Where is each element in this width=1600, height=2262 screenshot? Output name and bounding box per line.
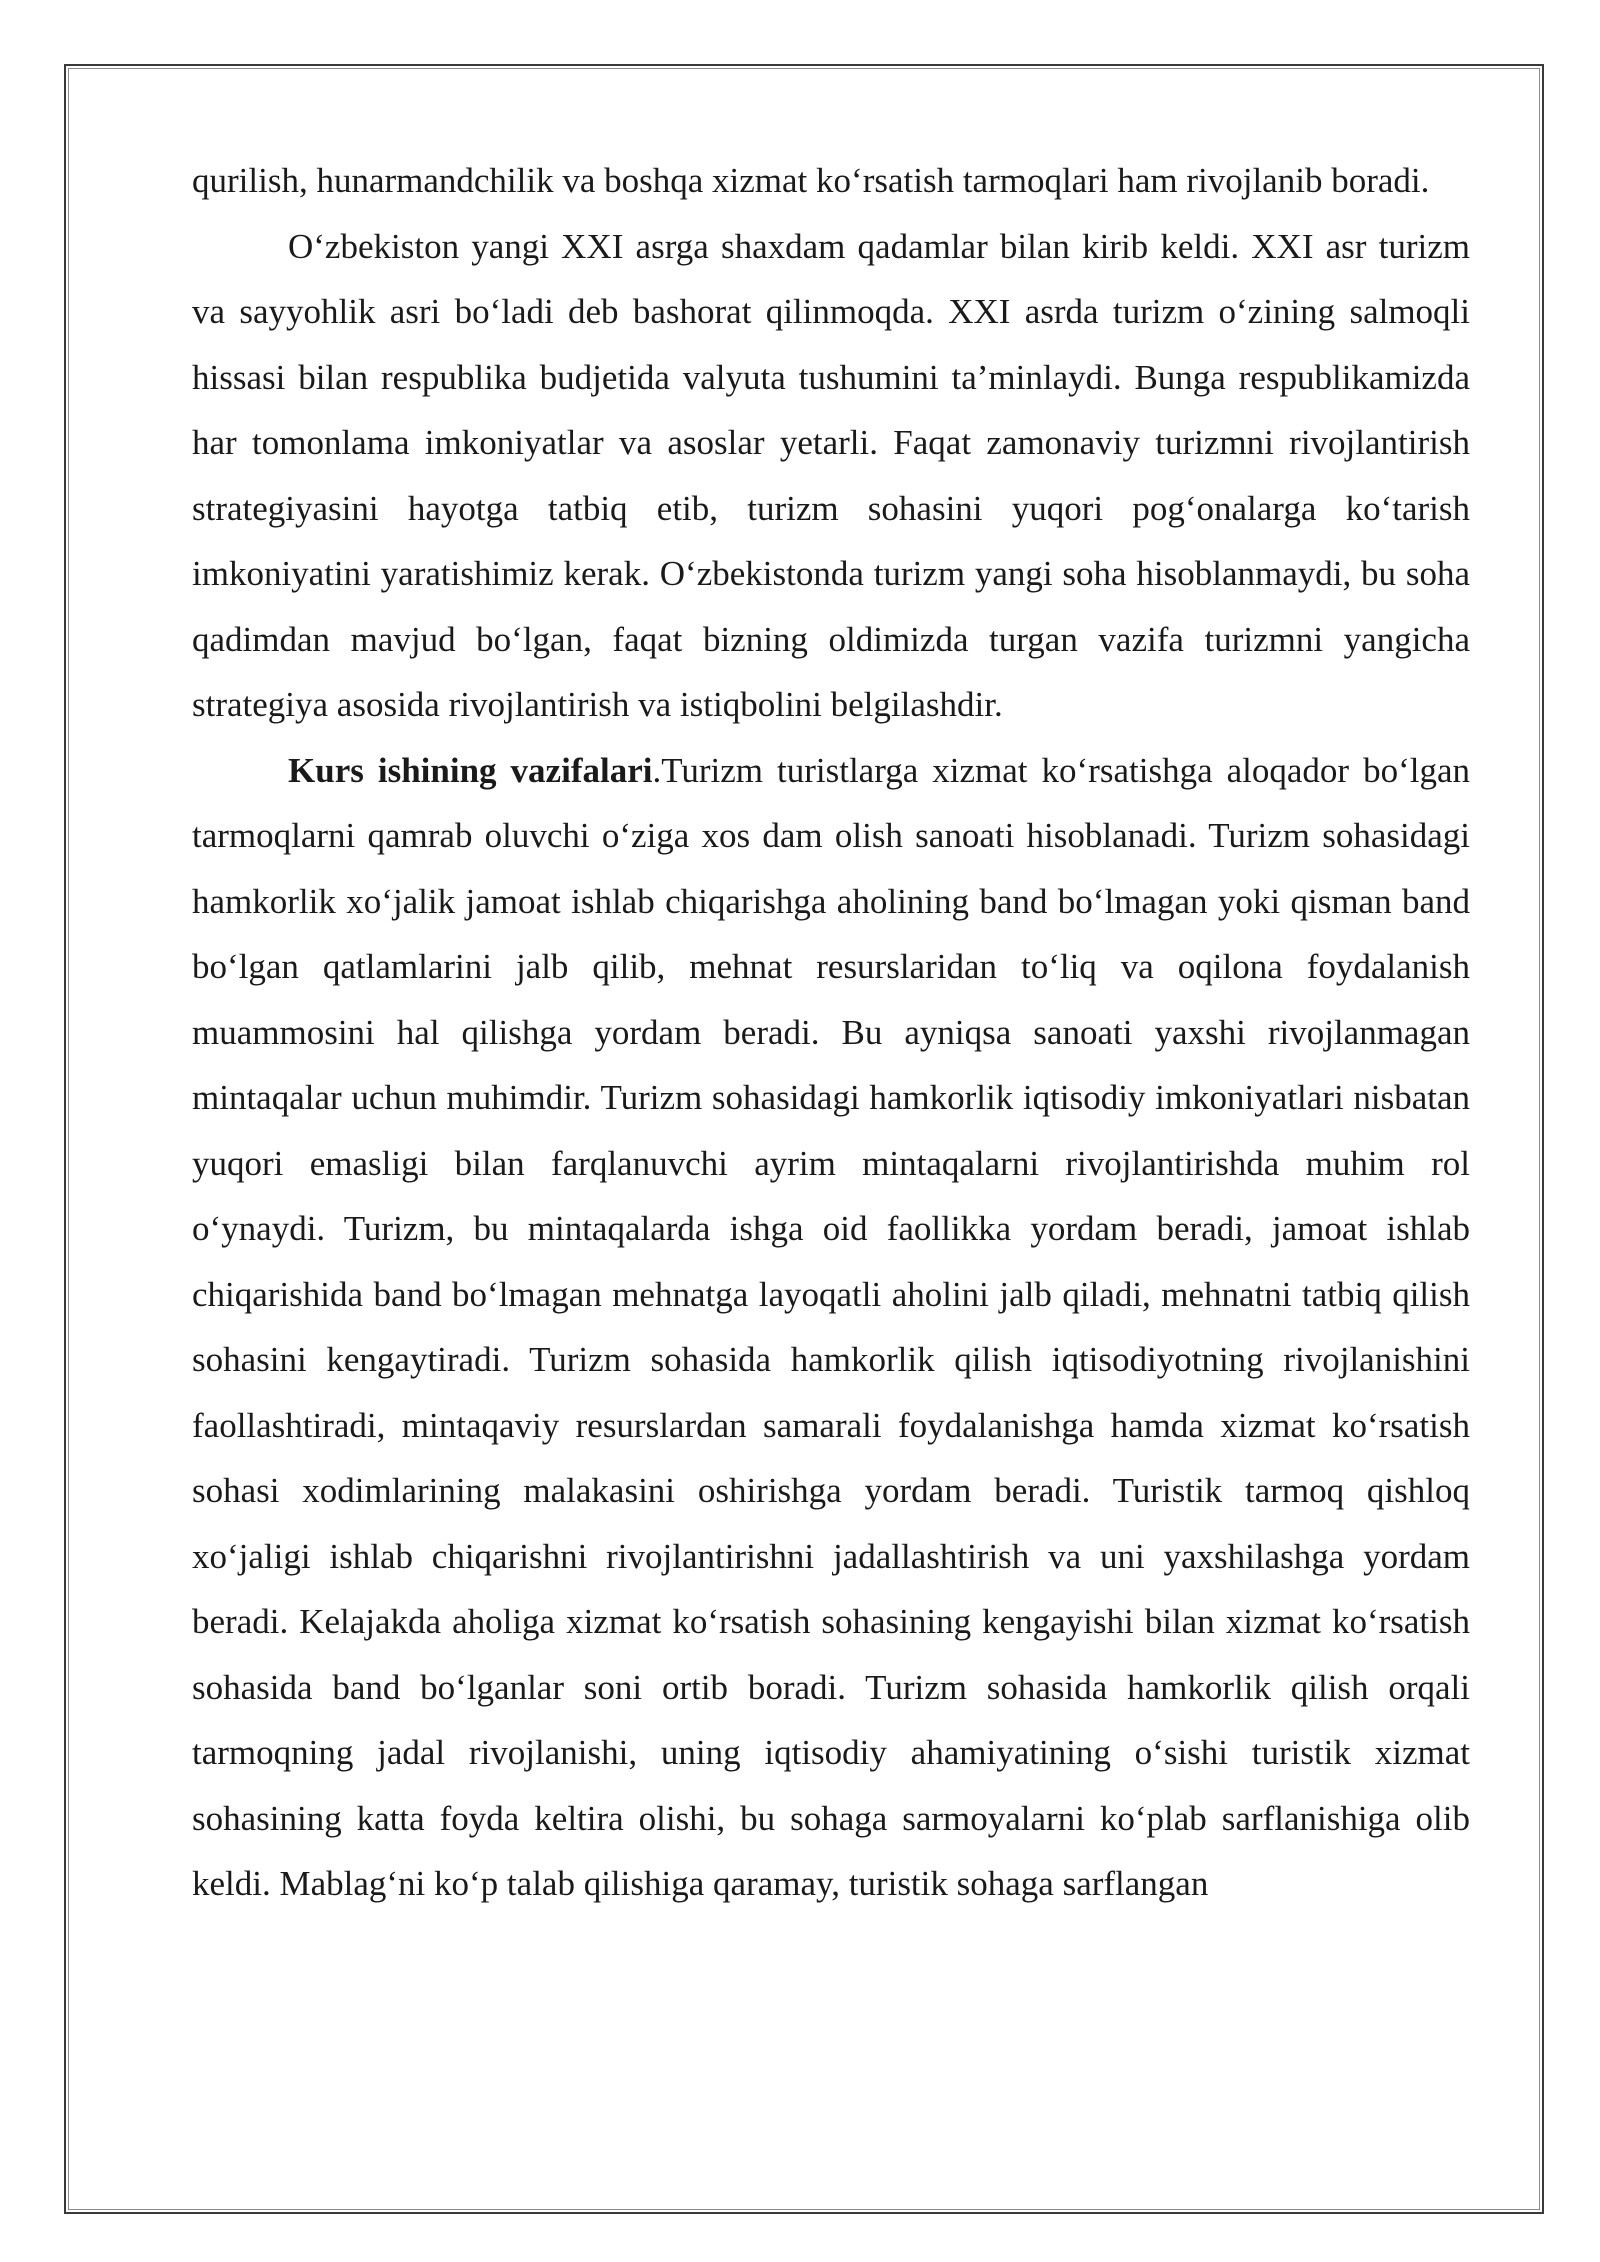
paragraph-bold-lead: Kurs ishining vazifalari <box>288 750 653 790</box>
paragraph-text: .Turizm turistlarga xizmat koʻrsatishga aloqador boʻlgan tarmoqlarni qamrab oluvchi oʻziga xos dam olish sanoati hisoblanadi. Turizm sohasidagi hamkorlik xoʻjalik jamoat ishlab chiqarishga aholining band boʻlmagan yoki qisman band boʻlgan qatlamlarini jalb qilib, mehnat resurslaridan toʻliq va oqilona foydalanish muammosini hal qilishga yordam beradi. Bu ayniqsa sanoati yaxshi rivojlanmagan mintaqalar uchun muhimdir. Turizm sohasidagi hamkorlik iqtisodiy imkoniyatlari nisbatan yuqori emasligi bilan farqlanuvchi ayrim mintaqalarni rivojlantirishda muhim rol oʻynaydi. Turizm, bu mintaqalarda ishga oid faollikka yordam beradi, jamoat ishlab chiqarishida band boʻlmagan mehnatga layoqatli aholini jalb qiladi, mehnatni tatbiq qilish sohasini kengaytiradi. Turizm sohasida hamkorlik qilish iqtisodiyotning rivojlanishini faollashtiradi, mintaqaviy resurslardan samarali foydalanishga hamda xizmat koʻrsatish sohasi xodimlarining malakasini oshirishga yordam beradi. Turistik tarmoq qishloq xoʻjaligi ishlab chiqarishni rivojlantirishni jadallashtirish va uni yaxshilashga yordam beradi. Kelajakda aholiga xizmat koʻrsatish sohasining kengayishi bilan xizmat koʻrsatish sohasida band boʻlganlar soni ortib boradi. Turizm sohasida hamkorlik qilish orqali tarmoqning jadal rivojlanishi, uning iqtisodiy ahamiyatining oʻsishi turistik xizmat sohasining katta foyda keltira olishi, bu sohaga sarmoyalarni koʻplab sarflanishiga olib keldi. Mablagʻni koʻp talab qilishiga qaramay, turistik sohaga sarflangan <box>192 750 1470 1903</box>
paragraph-uzbekistan-xxi <box>192 214 1470 738</box>
paragraph-course-tasks <box>192 738 1470 1917</box>
paragraph-text: qurilish, hunarmandchilik va boshqa xizmat koʻrsatish tarmoqlari ham rivojlanib boradi. <box>192 161 1430 200</box>
paragraph-text: Oʻzbekiston yangi XXI asrga shaxdam qadamlar bilan kirib keldi. XXI asr turizm va sayyohlik asri boʻladi deb bashorat qilinmoqda. XXI asrda turizm oʻzining salmoqli hissasi bilan respublika budjetida valyuta tushumini ta’minlaydi. Bunga respublikamizda har tomonlama imkoniyatlar va asoslar yetarli. Faqat zamonaviy turizmni rivojlantirish strategiyasini hayotga tatbiq etib, turizm sohasini yuqori pogʻonalarga koʻtarish imkoniyatini yaratishimiz kerak. Oʻzbekistonda turizm yangi soha hisoblanmaydi, bu soha qadimdan mavjud boʻlgan, faqat bizning oldimizda turgan vazifa turizmni yangicha strategiya asosida rivojlantirish va istiqbolini belgilashdir. <box>192 226 1470 724</box>
document-body <box>192 148 1470 1917</box>
paragraph-continuation <box>192 148 1470 214</box>
